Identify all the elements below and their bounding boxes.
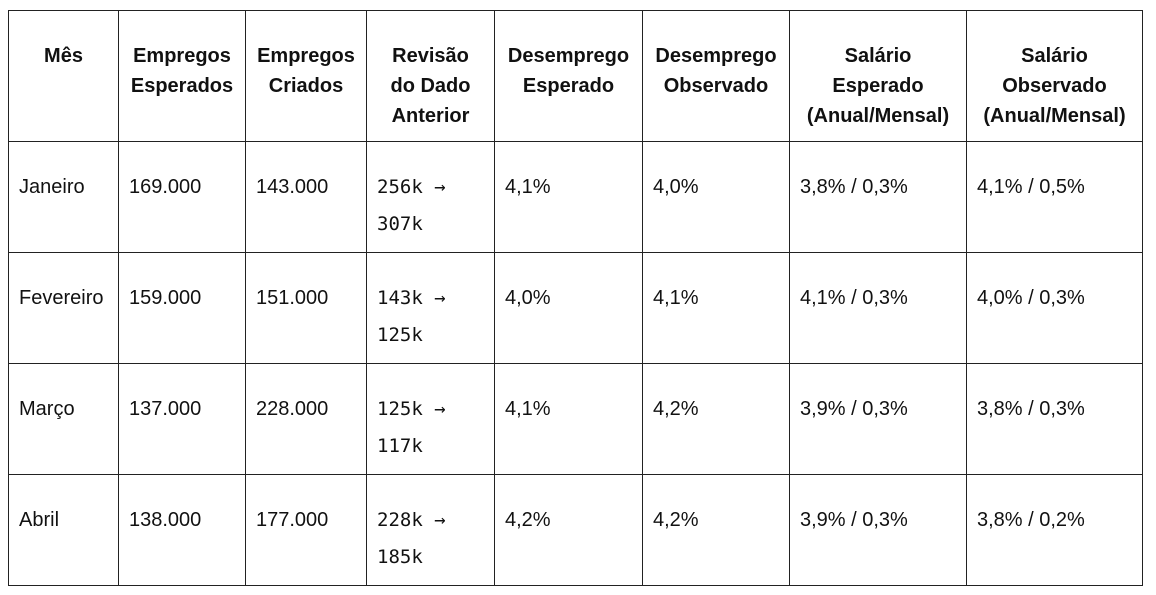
cell-empregos-criados: 228.000 xyxy=(246,364,367,475)
table-header-row xyxy=(9,11,1143,142)
cell-mes: Abril xyxy=(9,475,119,586)
header-text: do Dado xyxy=(390,75,471,97)
table-row xyxy=(9,364,1143,475)
header-text: Empregos xyxy=(133,45,231,67)
revisao-de: 228k → xyxy=(377,509,446,531)
cell-desemprego-esperado: 4,1% xyxy=(495,142,643,253)
header-text: Desemprego xyxy=(655,45,777,67)
header-text: Mês xyxy=(44,45,83,67)
cell-salario-observado: 3,8% / 0,3% xyxy=(967,364,1143,475)
table-row xyxy=(9,142,1143,253)
header-text: Salário xyxy=(1021,45,1088,67)
cell-salario-observado: 4,1% / 0,5% xyxy=(967,142,1143,253)
header-mes xyxy=(9,11,119,142)
cell-empregos-esperados: 138.000 xyxy=(119,475,246,586)
cell-desemprego-observado: 4,2% xyxy=(643,364,790,475)
header-text: Esperado xyxy=(832,75,924,97)
cell-desemprego-esperado: 4,2% xyxy=(495,475,643,586)
header-text: Desemprego xyxy=(507,45,630,67)
table-row xyxy=(9,253,1143,364)
header-text: Revisão xyxy=(392,45,469,67)
header-text: Esperados xyxy=(130,75,234,97)
revisao-de: 256k → xyxy=(377,176,446,198)
header-desemprego-esperado xyxy=(495,11,643,142)
header-text: (Anual/Mensal) xyxy=(983,105,1126,127)
employment-data-table xyxy=(8,10,1143,586)
cell-mes: Fevereiro xyxy=(9,253,119,364)
cell-mes: Março xyxy=(9,364,119,475)
revisao-para: 125k xyxy=(377,324,423,346)
header-text: Observado xyxy=(663,75,769,97)
cell-desemprego-esperado: 4,1% xyxy=(495,364,643,475)
header-empregos-criados xyxy=(246,11,367,142)
cell-desemprego-esperado: 4,0% xyxy=(495,253,643,364)
cell-desemprego-observado: 4,2% xyxy=(643,475,790,586)
revisao-para: 117k xyxy=(377,435,423,457)
cell-revisao xyxy=(367,364,495,475)
header-salario-observado xyxy=(967,11,1143,142)
cell-salario-esperado: 3,9% / 0,3% xyxy=(790,475,967,586)
revisao-de: 143k → xyxy=(377,287,446,309)
cell-revisao xyxy=(367,142,495,253)
cell-empregos-esperados: 159.000 xyxy=(119,253,246,364)
cell-empregos-criados: 143.000 xyxy=(246,142,367,253)
header-text: Esperado xyxy=(522,75,615,97)
header-text: (Anual/Mensal) xyxy=(806,105,950,127)
header-text: Anterior xyxy=(391,105,470,127)
cell-empregos-criados: 151.000 xyxy=(246,253,367,364)
cell-desemprego-observado: 4,1% xyxy=(643,253,790,364)
revisao-para: 185k xyxy=(377,546,423,568)
cell-mes: Janeiro xyxy=(9,142,119,253)
header-desemprego-observado xyxy=(643,11,790,142)
header-revisao xyxy=(367,11,495,142)
cell-salario-observado: 4,0% / 0,3% xyxy=(967,253,1143,364)
cell-salario-observado: 3,8% / 0,2% xyxy=(967,475,1143,586)
cell-revisao xyxy=(367,475,495,586)
cell-empregos-esperados: 137.000 xyxy=(119,364,246,475)
header-empregos-esperados xyxy=(119,11,246,142)
cell-salario-esperado: 4,1% / 0,3% xyxy=(790,253,967,364)
header-text: Empregos xyxy=(257,45,355,67)
cell-salario-esperado: 3,9% / 0,3% xyxy=(790,364,967,475)
cell-empregos-criados: 177.000 xyxy=(246,475,367,586)
cell-desemprego-observado: 4,0% xyxy=(643,142,790,253)
header-text: Salário xyxy=(844,45,912,67)
table-row xyxy=(9,475,1143,586)
header-text: Observado xyxy=(1002,75,1107,97)
revisao-de: 125k → xyxy=(377,398,446,420)
cell-empregos-esperados: 169.000 xyxy=(119,142,246,253)
revisao-para: 307k xyxy=(377,213,423,235)
cell-revisao xyxy=(367,253,495,364)
header-salario-esperado xyxy=(790,11,967,142)
cell-salario-esperado: 3,8% / 0,3% xyxy=(790,142,967,253)
header-text: Criados xyxy=(268,75,344,97)
